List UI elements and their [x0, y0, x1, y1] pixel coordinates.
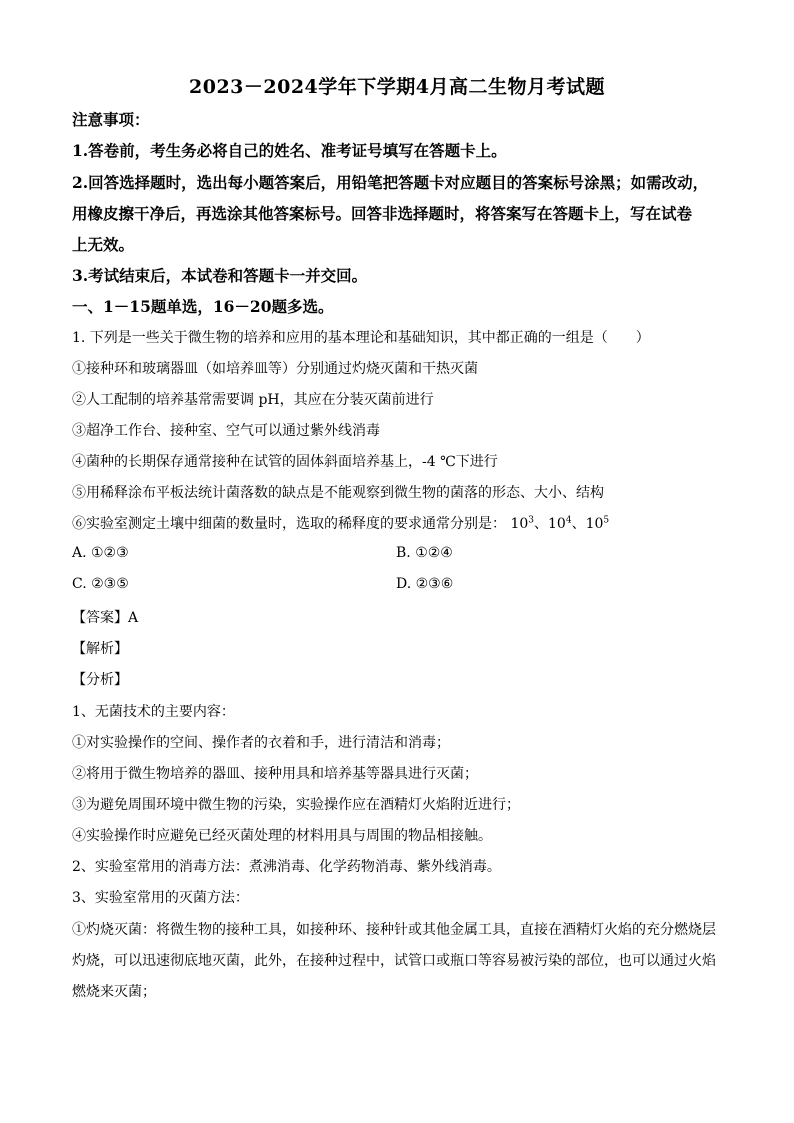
- analysis-point-3a-line-3: 燃烧来灭菌；: [72, 984, 156, 1000]
- option-a: A. ①②③: [72, 545, 129, 561]
- option-d: D. ②③⑥: [396, 576, 454, 592]
- dilution-base-3: 10: [585, 516, 604, 532]
- dilution-separator-1: 、: [534, 516, 549, 532]
- answer-label: 【答案】A: [72, 610, 139, 626]
- notice-item-1: 1.答卷前，考生务必将自己的姓名、准考证号填写在答题卡上。: [72, 141, 507, 160]
- dilution-separator-2: 、: [571, 516, 586, 532]
- statement-2: ②人工配制的培养基常需要调 pH，其应在分装灭菌前进行: [72, 392, 434, 408]
- analysis-point-1b: ②将用于微生物培养的器皿、接种用具和培养基等器具进行灭菌；: [72, 766, 478, 782]
- analysis-point-2: 2、实验室常用的消毒方法：煮沸消毒、化学药物消毒、紫外线消毒。: [72, 859, 501, 875]
- section-heading: 一、1－15题单选，16－20题多选。: [72, 297, 334, 316]
- notice-item-2-line-2: 用橡皮擦干净后，再选涂其他答案标号。回答非选择题时，将答案写在答题卡上，写在试卷: [72, 204, 693, 223]
- option-b: B. ①②④: [396, 545, 453, 561]
- statement-1: ①接种环和玻璃器皿（如培养皿等）分别通过灼烧灭菌和干热灭菌: [72, 361, 478, 377]
- dilution-exponent-1: 3: [528, 515, 535, 526]
- dilution-base-1: 10: [510, 516, 529, 532]
- explanation-label: 【解析】: [72, 641, 128, 657]
- notice-item-2-line-3: 上无效。: [72, 235, 135, 254]
- notice-heading: 注意事项：: [72, 110, 150, 129]
- statement-3: ③超净工作台、接种室、空气可以通过紫外线消毒: [72, 423, 380, 439]
- dilution-exponent-3: 5: [603, 515, 610, 526]
- statement-4: ④菌种的长期保存通常接种在试管的固体斜面培养基上，-4 ℃下进行: [72, 454, 498, 470]
- statement-5: ⑤用稀释涂布平板法统计菌落数的缺点是不能观察到微生物的菌落的形态、大小、结构: [72, 485, 604, 501]
- analysis-point-3a-line-1: ①灼烧灭菌：将微生物的接种工具，如接种环、接种针或其他金属工具，直接在酒精灯火焰的充分燃烧层: [72, 922, 716, 938]
- notice-item-3: 3.考试结束后，本试卷和答题卡一并交回。: [72, 266, 368, 285]
- analysis-point-1: 1、无菌技术的主要内容：: [72, 704, 235, 720]
- statement-6: [72, 513, 609, 533]
- option-c: C. ②③⑤: [72, 576, 129, 592]
- analysis-point-3: 3、实验室常用的灭菌方法：: [72, 890, 249, 906]
- statement-6-text: ⑥实验室测定土壤中细菌的数量时，选取的稀释度的要求通常分别是：: [72, 516, 506, 532]
- dilution-base-2: 10: [548, 516, 566, 532]
- dilution-exponent-2: 4: [565, 515, 572, 526]
- analysis-point-1c: ③为避免周围环境中微生物的污染，实验操作应在酒精灯火焰附近进行；: [72, 797, 520, 813]
- analysis-point-1d: ④实验操作时应避免已经灭菌处理的材料用具与周围的物品相接触。: [72, 828, 492, 844]
- analysis-label: 【分析】: [72, 672, 128, 688]
- analysis-point-1a: ①对实验操作的空间、操作者的衣着和手，进行清洁和消毒；: [72, 735, 450, 751]
- notice-item-2-line-1: 2.回答选择题时，选出每小题答案后，用铅笔把答题卡对应题目的答案标号涂黑；如需改动，: [72, 173, 709, 192]
- analysis-point-3a-line-2: 灼烧，可以迅速彻底地灭菌，此外，在接种过程中，试管口或瓶口等容易被污染的部位，也可以通过火焰: [72, 953, 716, 969]
- question-1-stem: 1. 下列是一些关于微生物的培养和应用的基本理论和基础知识，其中都正确的一组是（ ）: [72, 330, 650, 346]
- page-title: 2023－2024学年下学期4月高二生物月考试题: [189, 76, 605, 98]
